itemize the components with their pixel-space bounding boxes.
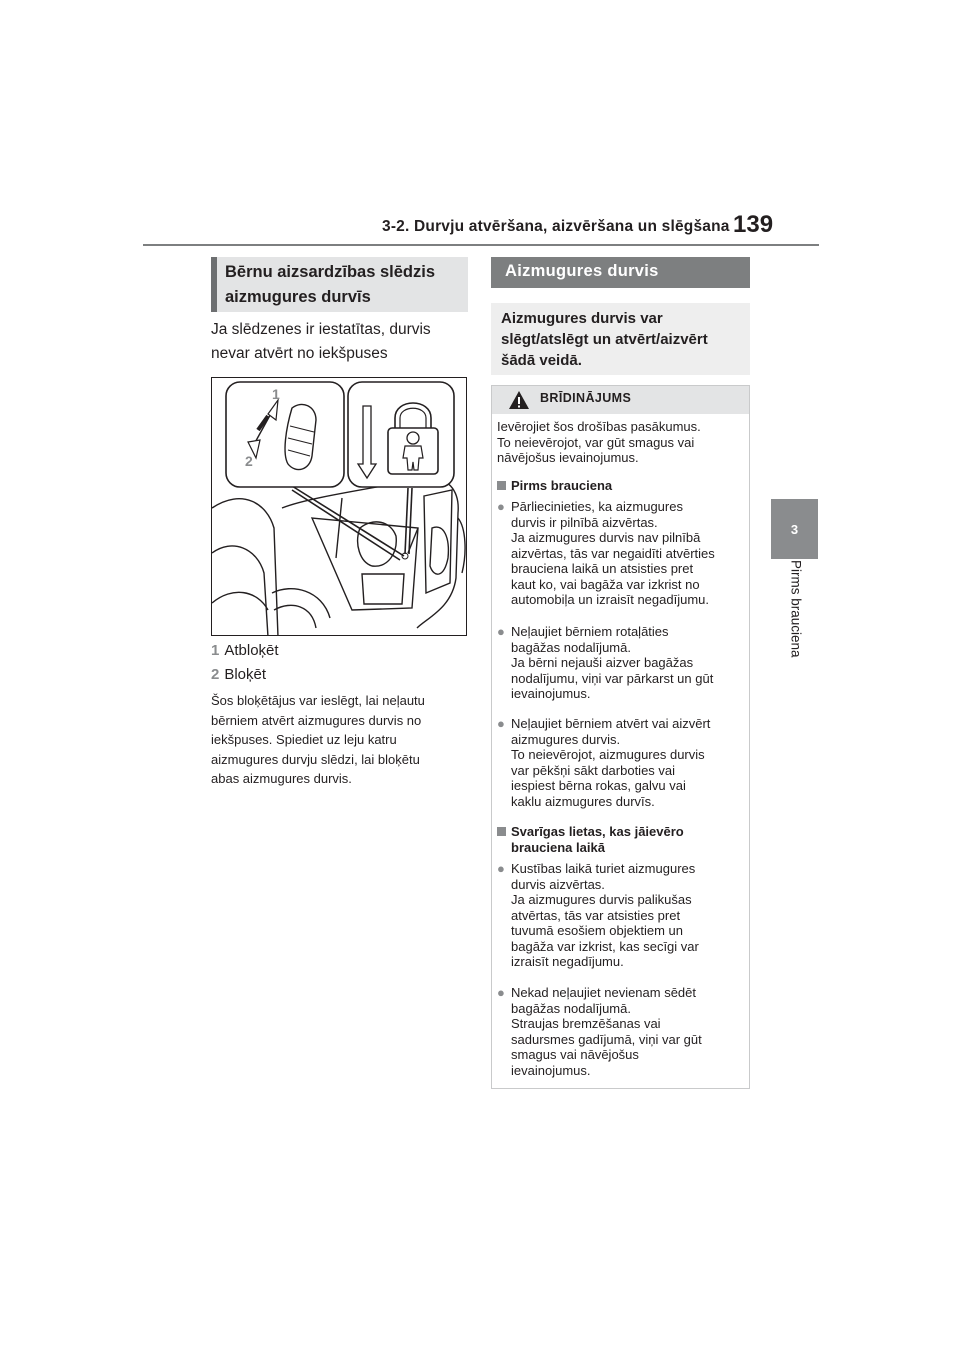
note-line: abas aizmugures durvis. bbox=[211, 771, 352, 786]
section-title-before-driving: Pirms brauciena bbox=[511, 478, 613, 493]
line: Straujas bremzēšanas vai bbox=[511, 1016, 661, 1031]
header-rule bbox=[143, 244, 819, 246]
chapter-label bbox=[781, 560, 811, 690]
line: Nekad neļaujiet nevienam sēdēt bbox=[511, 985, 697, 1000]
warning-item-2 bbox=[511, 624, 747, 702]
warning-item-1 bbox=[511, 499, 747, 608]
line: Ja aizmugures durvis nav pilnībā bbox=[511, 530, 701, 545]
child-lock-illustration bbox=[211, 377, 467, 636]
sub-line: Aizmugures durvis var bbox=[501, 310, 663, 327]
section-title: 3-2. Durvju atvēršana, aizvēršana un slēgšana bbox=[382, 218, 730, 235]
warning-triangle-icon bbox=[508, 390, 530, 415]
circle-bullet-icon: ● bbox=[497, 499, 505, 514]
line: izraisīt negadījumu. bbox=[511, 954, 624, 969]
section-title-while-driving bbox=[511, 824, 747, 855]
line: kaut ko, vai bagāža var izkrist no bbox=[511, 576, 700, 592]
page-number: 139 bbox=[733, 211, 774, 238]
line: bagāža var izkrist, kas secīgi var bbox=[511, 938, 699, 954]
car-door-drawing bbox=[212, 378, 467, 636]
legend-item-unlock bbox=[211, 642, 279, 659]
figure-label-1: 1 bbox=[272, 386, 280, 402]
left-heading bbox=[211, 257, 468, 312]
note-line: aizmugures durvju slēdzi, lai bloķētu bbox=[211, 751, 420, 767]
note-line: Šos bloķētājus var ieslēgt, lai neļautu bbox=[211, 693, 425, 708]
line: nodalījumu, viņi var pārkarst un gūt bbox=[511, 670, 714, 686]
legend-text-2: Bloķēt bbox=[224, 666, 267, 683]
line: var pēkšņi sākt darboties vai bbox=[511, 762, 676, 778]
warning-intro-line: To neievērojot, var gūt smagus vai bbox=[497, 434, 695, 450]
figure-label-2: 2 bbox=[245, 453, 253, 469]
circle-bullet-icon: ● bbox=[497, 985, 505, 1000]
line: Svarīgas lietas, kas jāievēro bbox=[511, 824, 684, 839]
line: durvis aizvērtas. bbox=[511, 876, 605, 892]
line: brauciena laikā un atsisties pret bbox=[511, 561, 694, 576]
line: Kustības laikā turiet aizmugures bbox=[511, 861, 696, 876]
line: automobiļa un izraisīt negadījumu. bbox=[511, 592, 710, 607]
circle-bullet-icon: ● bbox=[497, 861, 505, 876]
right-subheading bbox=[491, 303, 750, 375]
note-line: bērniem atvērt aizmugures durvis no bbox=[211, 712, 422, 728]
warning-intro-line: nāvējošus ievainojumus. bbox=[497, 450, 639, 465]
line: tuvumā esošiem objektiem un bbox=[511, 923, 683, 938]
circle-bullet-icon: ● bbox=[497, 624, 505, 639]
intro-text bbox=[211, 318, 471, 366]
note-line: iekšpuses. Spiediet uz leju katru bbox=[211, 732, 397, 747]
warning-intro-line: Ievērojiet šos drošības pasākumus. bbox=[497, 419, 701, 434]
line: iespiest bērna rokas, galvu vai bbox=[511, 778, 686, 793]
line: ievainojumus. bbox=[511, 1062, 591, 1078]
line: bagāžas nodalījumā. bbox=[511, 639, 631, 655]
intro-line2: nevar atvērt no iekšpuses bbox=[211, 345, 388, 362]
lock-note bbox=[211, 691, 473, 789]
warning-item-3 bbox=[511, 716, 747, 809]
sub-line: slēgt/atslēgt un atvērt/aizvērt bbox=[501, 331, 708, 348]
legend-number-2: 2 bbox=[211, 666, 220, 683]
warning-intro bbox=[497, 419, 747, 466]
sub-line: šādā veidā. bbox=[501, 352, 582, 369]
warning-item-5 bbox=[511, 985, 747, 1078]
line: Neļaujiet bērniem atvērt vai aizvērt bbox=[511, 716, 711, 731]
line: Ja aizmugures durvis palikušas bbox=[511, 892, 692, 907]
intro-line1: Ja slēdzenes ir iestatītas, durvis bbox=[211, 321, 431, 338]
warning-title: BRĪDINĀJUMS bbox=[540, 391, 632, 405]
left-heading-line2: aizmugures durvīs bbox=[225, 288, 371, 306]
line: kaklu aizmugures durvīs. bbox=[511, 793, 655, 809]
line: brauciena laikā bbox=[511, 839, 605, 855]
line: atvērtas, tās var atsisties pret bbox=[511, 907, 681, 923]
line: bagāžas nodalījumā. bbox=[511, 1000, 631, 1016]
right-heading: Aizmugures durvis bbox=[491, 257, 750, 288]
chapter-tab bbox=[771, 499, 818, 559]
square-bullet-icon bbox=[497, 481, 506, 490]
line: durvis ir pilnībā aizvērtas. bbox=[511, 514, 658, 530]
square-bullet-icon bbox=[497, 827, 506, 836]
line: aizvērtas, tās var negaidīti atvērties bbox=[511, 545, 715, 561]
line: aizmugures durvis. bbox=[511, 731, 621, 747]
line: ievainojumus. bbox=[511, 686, 591, 701]
chapter-number: 3 bbox=[790, 521, 799, 537]
line: Pārliecinieties, ka aizmugures bbox=[511, 499, 683, 514]
warning-item-4 bbox=[511, 861, 747, 970]
left-heading-line1: Bērnu aizsardzības slēdzis bbox=[225, 263, 435, 281]
chapter-label-text: Pirms brauciena bbox=[788, 560, 804, 658]
line: To neievērojot, aizmugures durvis bbox=[511, 747, 705, 762]
line: sadursmes gadījumā, viņi var gūt bbox=[511, 1031, 702, 1047]
legend-number-1: 1 bbox=[211, 642, 220, 659]
circle-bullet-icon: ● bbox=[497, 716, 505, 731]
legend-text-1: Atbloķēt bbox=[224, 642, 279, 659]
line: smagus vai nāvējošus bbox=[511, 1047, 639, 1062]
line: Neļaujiet bērniem rotaļāties bbox=[511, 624, 669, 639]
line: Ja bērni nejauši aizver bagāžas bbox=[511, 655, 694, 670]
legend-item-lock bbox=[211, 666, 266, 683]
